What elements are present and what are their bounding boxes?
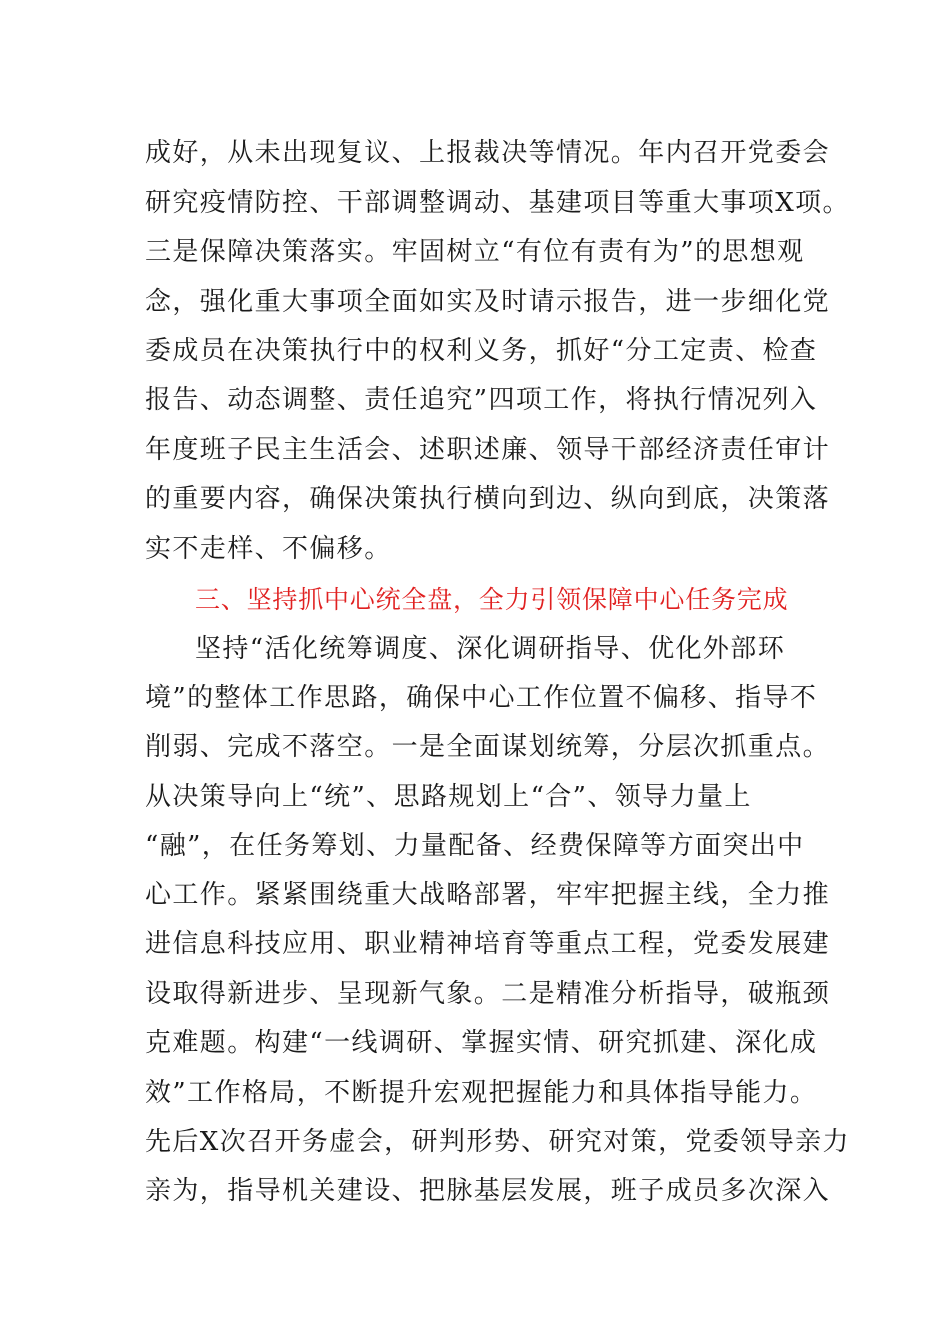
paragraph-line: 克难题。构建“一线调研、掌握实情、研究抓建、深化成 [145, 1028, 818, 1058]
paragraph-line: 念，强化重大事项全面如实及时请示报告，进一步细化党 [145, 287, 831, 317]
paragraph-line: 年度班子民主生活会、述职述廉、领导干部经济责任审计 [145, 435, 831, 465]
section-heading: 三、坚持抓中心统全盘，全力引领保障中心任务完成 [195, 585, 789, 614]
paragraph-line: 亲为，指导机关建设、把脉基层发展，班子成员多次深入 [145, 1176, 831, 1206]
paragraph-line: 报告、动态调整、责任追究”四项工作，将执行情况列入 [145, 385, 818, 415]
paragraph-line: 进信息科技应用、职业精神培育等重点工程，党委发展建 [145, 929, 831, 959]
paragraph-line: 研究疫情防控、干部调整调动、基建项目等重大事项X项。 [145, 188, 850, 218]
paragraph-line: 先后X次召开务虚会，研判形势、研究对策，党委领导亲力 [145, 1127, 850, 1157]
paragraph-line: 效”工作格局，不断提升宏观把握能力和具体指导能力。 [145, 1078, 818, 1108]
paragraph-line: 成好，从未出现复议、上报裁决等情况。年内召开党委会 [145, 138, 831, 168]
paragraph-line: “融”，在任务筹划、力量配备、经费保障等方面突出中 [145, 831, 805, 861]
paragraph-line: 境”的整体工作思路，确保中心工作位置不偏移、指导不 [145, 683, 818, 713]
paragraph-line: 心工作。紧紧围绕重大战略部署，牢牢把握主线，全力推 [145, 880, 831, 910]
paragraph-line: 实不走样、不偏移。 [145, 534, 392, 564]
paragraph-line: 坚持“活化统筹调度、深化调研指导、优化外部环 [195, 634, 786, 664]
paragraph-line: 从决策导向上“统”、思路规划上“合”、领导力量上 [145, 782, 752, 812]
paragraph-line: 削弱、完成不落空。一是全面谋划统筹，分层次抓重点。 [145, 732, 831, 762]
paragraph-line: 的重要内容，确保决策执行横向到边、纵向到底，决策落 [145, 484, 831, 514]
paragraph-line: 委成员在决策执行中的权利义务，抓好“分工定责、检查 [145, 336, 818, 366]
paragraph-line: 三是保障决策落实。牢固树立“有位有责有为”的思想观 [145, 237, 805, 267]
paragraph-line: 设取得新进步、呈现新气象。二是精准分析指导，破瓶颈 [145, 979, 831, 1009]
